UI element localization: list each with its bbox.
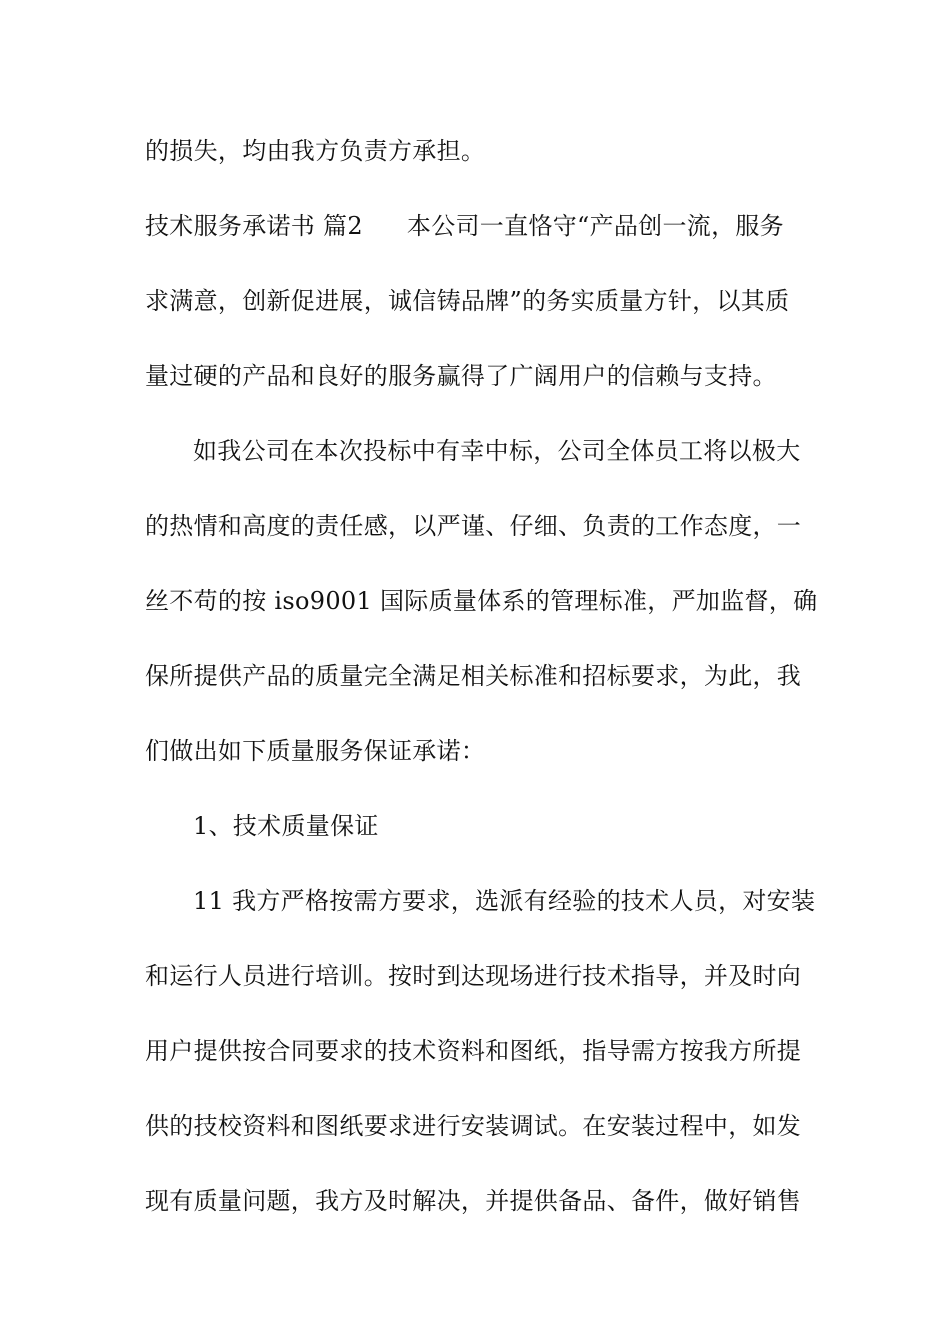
text-line: 的损失，均由我方负责方承担。 [145,137,486,165]
paragraph-first-line: 如我公司在本次投标中有幸中标，公司全体员工将以极大 [193,437,801,465]
text-line: 和运行人员进行培训。按时到达现场进行技术指导，并及时向 [145,962,802,990]
text-line: 丝不苟的按 iso9001 国际质量体系的管理标准，严加监督，确 [145,587,818,615]
numbered-heading: 1、技术质量保证 [193,812,379,840]
text-line [145,210,815,242]
text-line: 求满意，创新促进展，诚信铸品牌”的务实质量方针，以其质 [145,287,790,315]
text-line: 们做出如下质量服务保证承诺： [145,737,486,765]
paragraph-first-line: 11 我方严格按需方要求，选派有经验的技术人员，对安装 [193,887,816,915]
text-line: 现有质量问题，我方及时解决，并提供备品、备件，做好销售 [145,1187,802,1215]
paragraph-start: 本公司一直恪守“产品创一流，服务 [406,212,784,240]
text-line: 的热情和高度的责任感，以严谨、仔细、负责的工作态度，一 [145,512,802,540]
text-line: 量过硬的产品和良好的服务赢得了广阔用户的信赖与支持。 [145,362,777,390]
section-heading: 技术服务承诺书 篇2 [145,212,363,240]
text-line: 供的技校资料和图纸要求进行安装调试。在安装过程中，如发 [145,1112,802,1140]
text-line: 保所提供产品的质量完全满足相关标准和招标要求，为此，我 [145,662,802,690]
text-line: 用户提供按合同要求的技术资料和图纸，指导需方按我方所提 [145,1037,802,1065]
